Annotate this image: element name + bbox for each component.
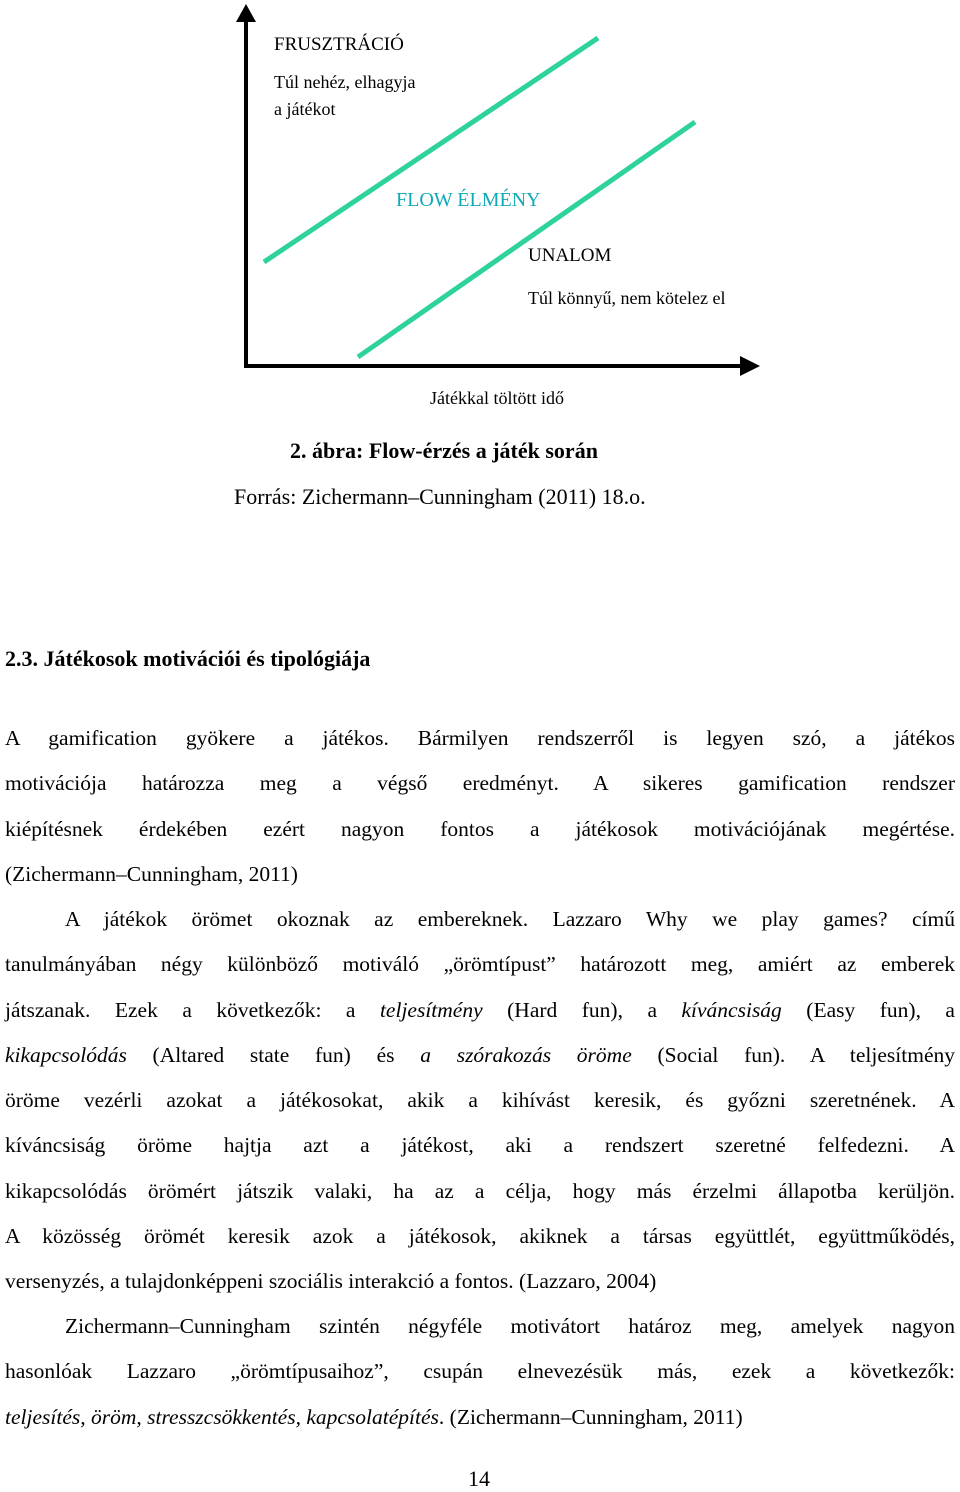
figure-caption-title: 2. ábra: Flow-érzés a játék során <box>290 438 598 463</box>
x-axis-label: Játékkal töltött idő <box>430 388 564 408</box>
p2-line-3: játszanak. Ezek a következők: a teljesítmény (Hard fun), a kíváncsiság (Easy fun), a <box>5 997 955 1022</box>
p3-line-3: teljesítés, öröm, stresszcsökkentés, kapcsolatépítés. (Zichermann–Cunningham, 2011) <box>5 1404 743 1429</box>
p3-line-2: hasonlóak Lazzaro „örömtípusaihoz”, csupán elnevezésük más, ezek a következők: <box>5 1359 955 1384</box>
p2-line-5: öröme vezérli azokat a játékosokat, akik a kihívást keresik, és győzni szeretnének. A <box>5 1088 955 1113</box>
label-too-hard-line1: Túl nehéz, elhagyja <box>274 72 416 92</box>
label-too-hard-line2: a játékot <box>274 99 336 119</box>
p2-line-1: A játékok örömet okoznak az embereknek. Lazzaro Why we play games? című <box>65 907 955 931</box>
paragraph-2 <box>5 897 955 1305</box>
y-axis-arrowhead <box>236 4 256 22</box>
label-boredom: UNALOM <box>528 245 612 266</box>
p2-line-2: tanulmányában négy különböző motiváló „örömtípust” határozott meg, amiért az emberek <box>5 952 955 977</box>
paragraph-3 <box>5 1304 955 1440</box>
paragraph-1 <box>5 716 955 897</box>
p1-line-2: motivációja határozza meg a végső eredményt. A sikeres gamification rendszer <box>5 771 955 796</box>
p1-line-4: (Zichermann–Cunningham, 2011) <box>5 861 298 886</box>
p1-line-1: A gamification gyökere a játékos. Bármilyen rendszerről is legyen szó, a játékos <box>5 726 955 750</box>
label-frustration: FRUSZTRÁCIÓ <box>274 34 404 55</box>
p3-line-1: Zichermann–Cunningham szintén négyféle motivátort határoz meg, amelyek nagyon <box>65 1314 955 1338</box>
section-heading: 2.3. Játékosok motivációi és tipológiája <box>5 646 371 671</box>
p2-line-7: kikapcsolódás örömért játszik valaki, ha az a célja, hogy más érzelmi állapotba kerüljön. <box>5 1178 955 1203</box>
page-number: 14 <box>468 1466 490 1491</box>
figure-caption-source: Forrás: Zichermann–Cunningham (2011) 18.o. <box>234 484 646 509</box>
p2-line-4: kikapcsolódás (Altared state fun) és a szórakozás öröme (Social fun). A teljesítmény <box>5 1042 955 1067</box>
label-flow: FLOW ÉLMÉNY <box>396 189 541 211</box>
label-too-easy: Túl könnyű, nem kötelez el <box>528 288 726 308</box>
flow-lower-boundary <box>358 122 695 357</box>
p2-line-9: versenyzés, a tulajdonképpeni szociális interakció a fontos. (Lazzaro, 2004) <box>5 1269 657 1294</box>
p1-line-3: kiépítésnek érdekében ezért nagyon fontos a játékosok motivációjának megértése. <box>5 816 955 841</box>
p2-line-6: kíváncsiság öröme hajtja azt a játékost, aki a rendszert szeretné felfedezni. A <box>5 1133 955 1158</box>
x-axis-arrowhead <box>740 356 760 376</box>
p2-line-8: A közösség örömét keresik azok a játékosok, akiknek a társas együttlét, együttműködés, <box>5 1224 955 1249</box>
